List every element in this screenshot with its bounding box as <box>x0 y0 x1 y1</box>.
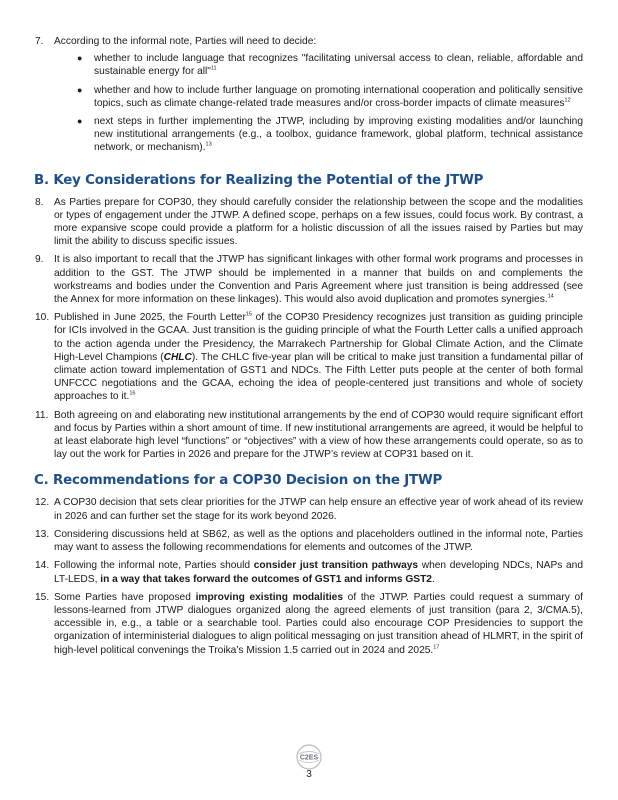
bullet-item: ● next steps in further implementing the JTWP, including by improving existing modalities and/or launching new institutional arrangements (e.g., a toolbox, guidance framework, global platform, technical assistance network, or mechanism).$^{13}$ <box>77 116 583 154</box>
paragraph-12: 12. A COP30 decision that sets clear priorities for the JTWP can help ensure an effective year of work ahead of its review in 2026 and can further set the stage for its work beyond 2026. <box>35 497 583 522</box>
section-heading-c: C. Recommendations for a COP30 Decision on the JTWP <box>34 473 443 489</box>
paragraph-8: 8. As Parties prepare for COP30, they should carefully consider the relationship between the scope and the modalities or types of engagement under the JTWP. A defined scope, perhaps on a few issues, could focus work. By contrast, a more expansive scope could provide a platform for a holistic discussion of all the issues raised by Parties but may limit the ability to discuss specific issues. <box>35 196 583 248</box>
document-page <box>35 35 583 662</box>
chlc-abbreviation: CHLC <box>163 351 192 363</box>
paragraph-15: 15. Some Parties have proposed improving existing modalities of the JTWP. Parties could request a summary of lessons-learned from JTWP dialogues organized along the agreed elements of just transition (para 2, 3/CMA.5), accessible in, e.g., a table or a searchable tool. Parties could also encourage COP Presidencies to support the organization of interministerial dialogues to align political messaging on just transition ahead of HLMRT, in the spirit of high-level political convenings the Troika’s Mission 1.5 carried out in 2024 and 2025.17 <box>35 591 583 656</box>
footnote-ref: 15 <box>245 311 252 318</box>
bullet-list <box>77 52 583 154</box>
footnote-ref: 14 <box>547 293 554 300</box>
svg-text:C2ES: C2ES <box>299 754 319 762</box>
footnote-ref: 13 <box>205 142 212 149</box>
bullet-icon: ● <box>77 84 83 95</box>
highlight-text: improving existing modalities <box>195 591 344 603</box>
bullet-item: ● whether and how to include further language on promoting international cooperation and politically sensitive topics, such as climate change-related trade measures and/or cross-border impacts of climate measures$^{12}$ <box>77 84 583 109</box>
c2es-logo-icon <box>296 744 322 770</box>
paragraph-9: 9. It is also important to recall that the JTWP has significant linkages with other formal work programs and processes in addition to the GST. The JTWP should be implemented in a manner that builds on and complements the workstreams and bodies under the Convention and Paris Agreement where just transition is being addressed (see the Annex for more information on these linkages). This would also avoid duplication and promotes synergies.$^{14}$ <box>35 254 583 306</box>
bullet-icon: ● <box>77 53 83 64</box>
bullet-item: ● whether to include language that recognizes "facilitating universal access to clean, reliable, affordable and sustainable energy for all"$^{11}$ <box>77 53 583 78</box>
paragraph-10: 10. Published in June 2025, the Fourth Letter$^{15}$ of the COP30 Presidency recognizes just transition as guiding principle for ICIs involved in the GCAA. Just transition is the guiding principle of what the Fourth Letter calls a unified approach to the action agenda under the Presidency, the Marrakech Partnership for Global Climate Action, and the Climate High-Level Champions (CHLC). The CHLC five-year plan will be critical to make just transition a fundamental pillar of climate action toward implementation of GST1 and NDCs. The Fifth Letter puts people at the center of both formal UNFCCC negotiations and the GCAA, echoing the idea of people-centered just transitions and whole of society approaches to it.$^{16}$ <box>35 311 583 403</box>
page-number: 3 <box>306 769 312 780</box>
bullet-icon: ● <box>77 116 83 127</box>
footnote-ref: 16 <box>129 391 136 398</box>
paragraph-14: 14. Following the informal note, Parties should consider just transition pathways when developing NDCs, NAPs and LT-LEDS, in a way that takes forward the outcomes of GST1 and informs GST2. <box>35 560 583 585</box>
footnote-ref: 11 <box>210 66 217 73</box>
paragraph-13: 13. Considering discussions held at SB62, as well as the options and placeholders outlined in the informal note, Parties may want to assess the following recommendations for elements and outcomes of the JTWP. <box>35 528 583 554</box>
footnote-ref: 12 <box>564 97 571 104</box>
footnote-ref: 17 <box>433 644 440 651</box>
highlight-text: in a way that takes forward the outcomes of GST1 and informs GST2 <box>100 573 432 585</box>
highlight-text: consider just transition pathways <box>253 560 419 572</box>
section-heading-b: B. Key Considerations for Realizing the Potential of the JTWP <box>34 172 484 188</box>
paragraph-7: 7. According to the informal note, Parties will need to decide: ● whether to include language that recognizes "facilitating universal access to clean, reliable, affordable and sustainable energy for all"$^{11}$ ● whether and how to include further language on promoting international cooperation and politically sensitive topics, such as climate change-related trade measures and/or cross-border impacts of climate measures$^{12}$ ● next steps in further implementing the JTWP, including by improving existing modalities and/or launching new institutional arrangements (e.g., a toolbox, guidance framework, global platform, technical assistance network, or mechanism).$^{13}$ <box>35 36 583 154</box>
paragraph-7-text: According to the informal note, Parties will need to decide: <box>54 36 317 47</box>
paragraph-11: 11. Both agreeing on and elaborating new institutional arrangements by the end of COP30 would require significant effort and focus by Parties within a short amount of time. If new institutional arrangements are agreed, it would be helpful to at least elaborate high level “functions” or “objectives” with a view of how these arrangements could operate, so as to lay out the work for Parties in 2026 and prepare for the JTWP’s review at COP31 based on it. <box>35 409 583 461</box>
